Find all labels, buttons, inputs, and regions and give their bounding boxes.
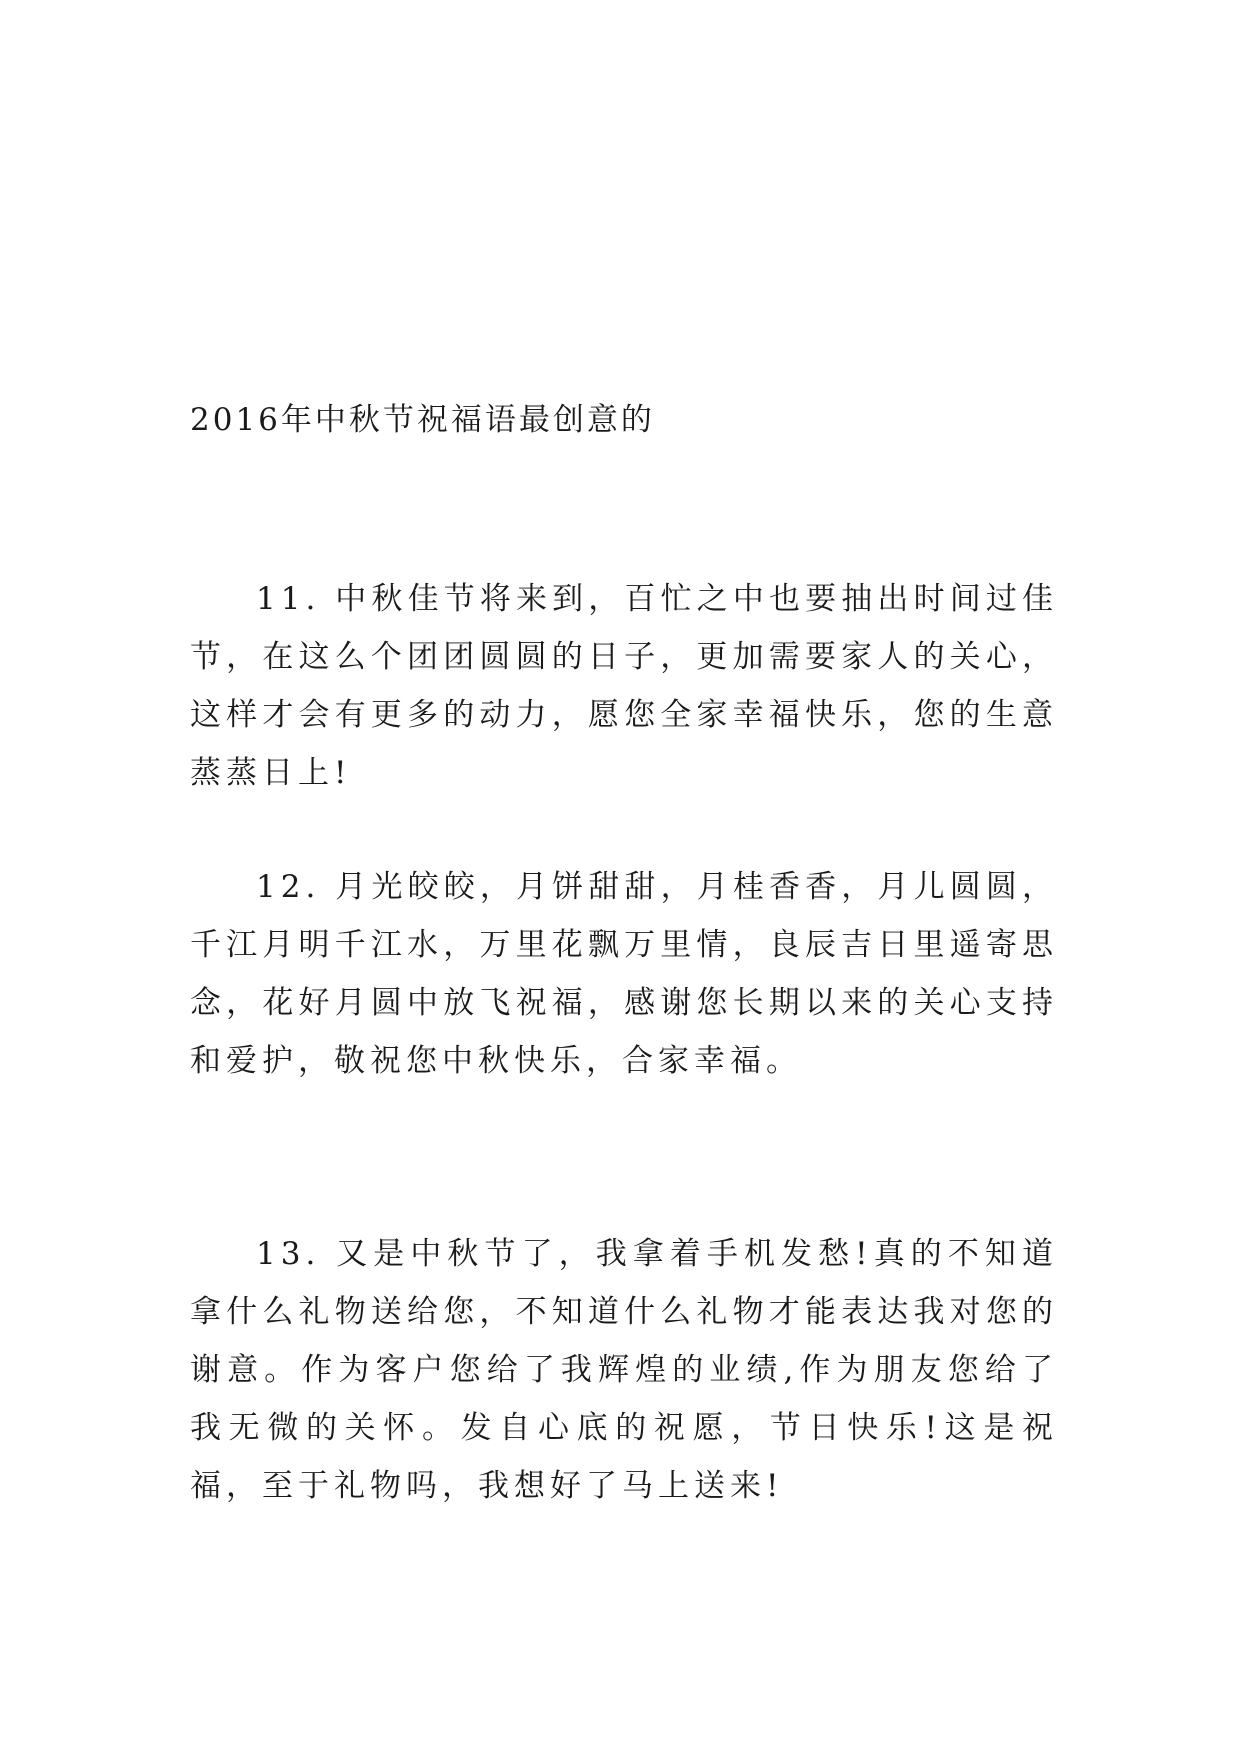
document-title: 2016年中秋节祝福语最创意的: [190, 402, 655, 438]
paragraph-11: 11. 中秋佳节将来到，百忙之中也要抽出时间过佳节，在这么个团团圆圆的日子，更加需要家人的关心，这样才会有更多的动力，愿您全家幸福快乐，您的生意蒸蒸日上!: [190, 581, 1058, 791]
paragraph-13: 13. 又是中秋节了，我拿着手机发愁!真的不知道拿什么礼物送给您，不知道什么礼物才能表达我对您的谢意。作为客户您给了我辉煌的业绩,作为朋友您给了我无微的关怀。发自心底的祝愿，节日快乐!这是祝福，至于礼物吗，我想好了马上送来!: [190, 1236, 1058, 1504]
paragraph-12: 12. 月光皎皎，月饼甜甜，月桂香香，月儿圆圆，千江月明千江水，万里花飘万里情，良辰吉日里遥寄思念，花好月圆中放飞祝福，感谢您长期以来的关心支持和爱护，敬祝您中秋快乐，合家幸福。: [190, 869, 1058, 1079]
